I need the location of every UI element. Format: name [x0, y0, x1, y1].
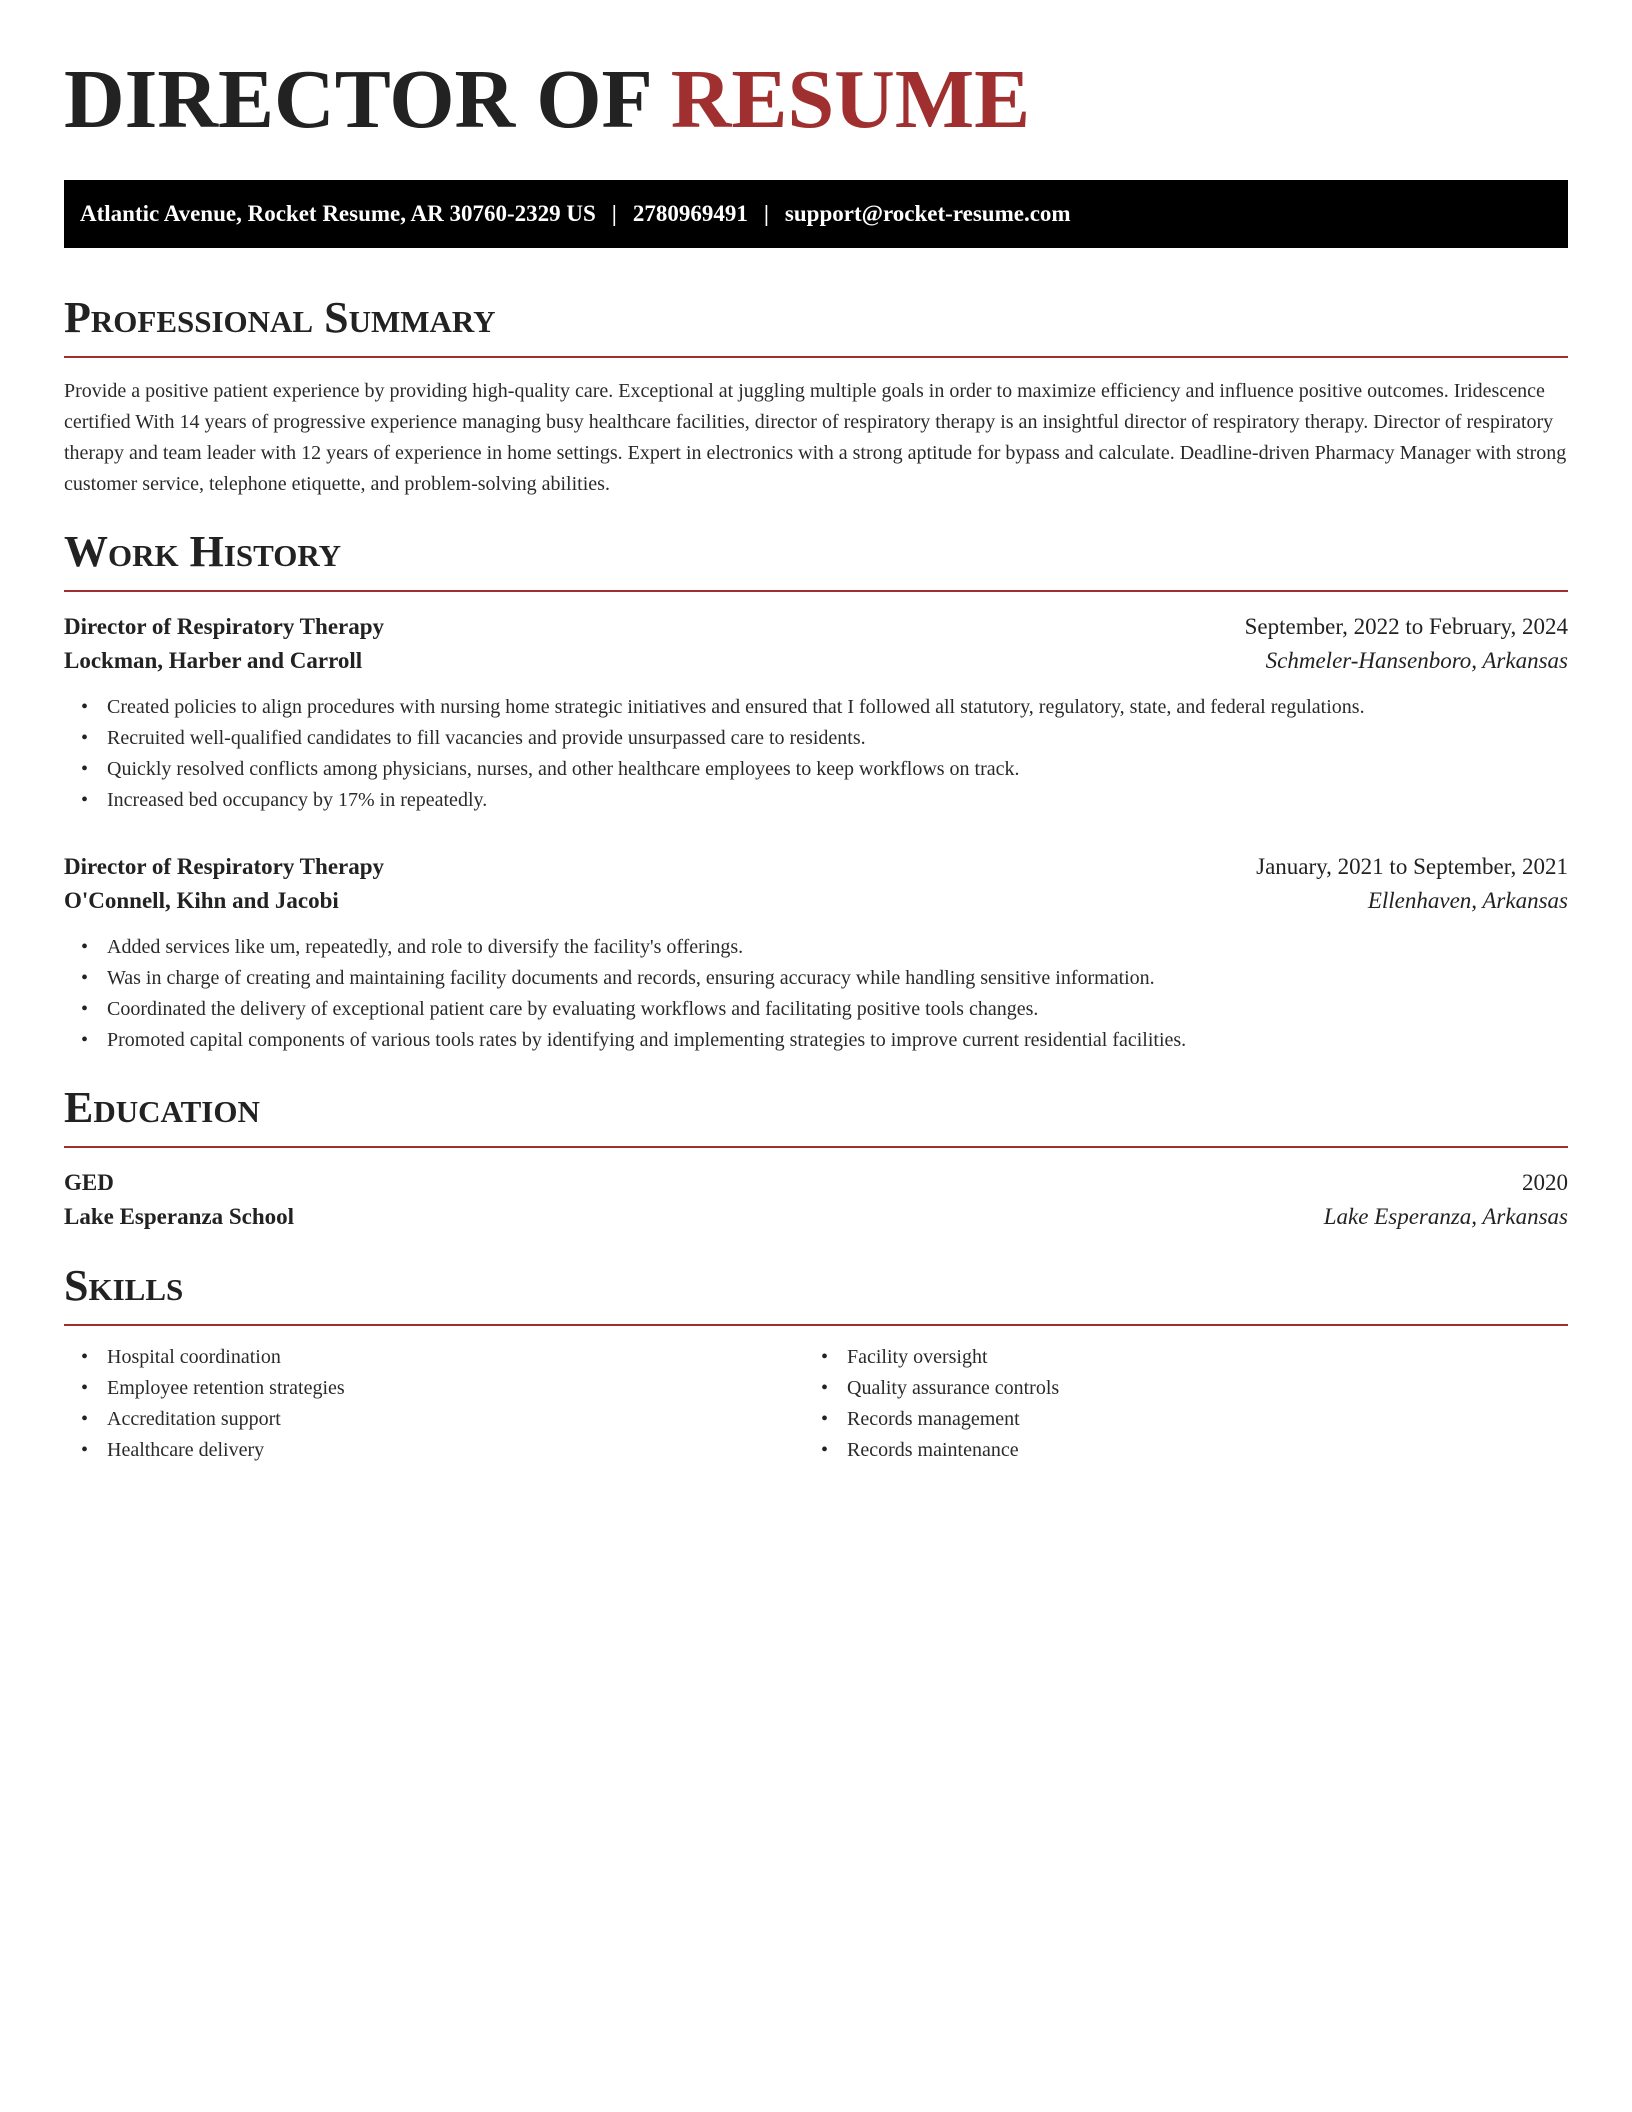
- skills-list: [64, 1342, 804, 1466]
- list-item: • Coordinated the delivery of exceptional patient care by evaluating workflows and facilitating positive tools changes.: [107, 994, 1568, 1025]
- job-entry: [64, 854, 1568, 1056]
- skill-item: • Healthcare delivery: [107, 1435, 804, 1466]
- list-item: • Quickly resolved conflicts among physicians, nurses, and other healthcare employees to keep workflows on track.: [107, 754, 1568, 785]
- professional-summary-section: [64, 293, 1568, 500]
- list-item: • Increased bed occupancy by 17% in repeatedly.: [107, 785, 1568, 816]
- job-entry: [64, 614, 1568, 816]
- title-main: DIRECTOR OF: [64, 53, 650, 146]
- skill-item: • Hospital coordination: [107, 1342, 804, 1373]
- section-heading: Education: [64, 1083, 260, 1132]
- degree-name: GED: [64, 1170, 114, 1195]
- list-item: • Was in charge of creating and maintaining facility documents and records, ensuring accuracy while handling sensitive information.: [107, 963, 1568, 994]
- section-divider: [64, 1146, 1568, 1148]
- title-accent: RESUME: [670, 53, 1031, 146]
- skill-item: • Facility oversight: [847, 1342, 1544, 1373]
- job-bullets: [64, 932, 1568, 1056]
- contact-phone[interactable]: 2780969491: [632, 201, 748, 226]
- skill-item: • Records management: [847, 1404, 1544, 1435]
- contact-address: Atlantic Avenue, Rocket Resume, AR 30760-2329 US: [80, 201, 596, 226]
- education-entry: [64, 1170, 1568, 1230]
- company-name: Lockman, Harber and Carroll: [64, 648, 363, 673]
- list-item: • Added services like um, repeatedly, and role to diversify the facility's offerings.: [107, 932, 1568, 963]
- skills-column-left: [64, 1342, 804, 1466]
- contact-separator: |: [611, 201, 617, 226]
- skill-item: • Records maintenance: [847, 1435, 1544, 1466]
- list-item: • Created policies to align procedures with nursing home strategic initiatives and ensured that I followed all statutory, regulatory, state, and federal regulations.: [107, 692, 1568, 723]
- job-dates: January, 2021 to September, 2021: [1256, 854, 1568, 879]
- skill-item: • Employee retention strategies: [107, 1373, 804, 1404]
- section-heading: Professional Summary: [64, 293, 496, 342]
- graduation-year: 2020: [1522, 1170, 1568, 1195]
- contact-separator: |: [763, 201, 769, 226]
- job-title: Director of Respiratory Therapy: [64, 614, 385, 639]
- education-section: [64, 1083, 1568, 1230]
- contact-email[interactable]: support@rocket-resume.com: [784, 201, 1071, 226]
- job-dates: September, 2022 to February, 2024: [1244, 614, 1568, 639]
- job-title: Director of Respiratory Therapy: [64, 854, 385, 879]
- contact-bar: [64, 180, 1568, 248]
- section-divider: [64, 1324, 1568, 1326]
- resume-title: [64, 53, 1568, 146]
- skill-item: • Quality assurance controls: [847, 1373, 1544, 1404]
- skills-column-right: [804, 1342, 1544, 1466]
- skills-grid: [64, 1342, 1568, 1466]
- company-name: O'Connell, Kihn and Jacobi: [64, 888, 339, 913]
- school-name: Lake Esperanza School: [64, 1204, 295, 1229]
- skills-list: [804, 1342, 1544, 1466]
- section-heading: Skills: [64, 1261, 184, 1310]
- list-item: • Promoted capital components of various tools rates by identifying and implementing strategies to improve current residential facilities.: [107, 1025, 1568, 1056]
- section-divider: [64, 356, 1568, 358]
- summary-text: Provide a positive patient experience by providing high-quality care. Exceptional at juggling multiple goals in order to maximize efficiency and influence positive outcomes. Iridescence certified With 14 years of progressive experience managing busy healthcare facilities, director of respiratory therapy is an insightful director of respiratory therapy. Director of respiratory therapy and team leader with 12 years of experience in home settings. Expert in electronics with a strong aptitude for bypass and calculate. Deadline-driven Pharmacy Manager with strong customer service, telephone etiquette, and problem-solving abilities.: [64, 380, 1567, 495]
- job-location: Ellenhaven, Arkansas: [1367, 888, 1568, 913]
- skills-section: [64, 1261, 1568, 1466]
- list-item: • Recruited well-qualified candidates to fill vacancies and provide unsurpassed care to residents.: [107, 723, 1568, 754]
- skill-item: • Accreditation support: [107, 1404, 804, 1435]
- section-divider: [64, 590, 1568, 592]
- job-bullets: [64, 692, 1568, 816]
- school-location: Lake Esperanza, Arkansas: [1323, 1204, 1568, 1229]
- work-history-section: [64, 527, 1568, 1056]
- job-location: Schmeler-Hansenboro, Arkansas: [1265, 648, 1568, 673]
- section-heading: Work History: [64, 527, 342, 576]
